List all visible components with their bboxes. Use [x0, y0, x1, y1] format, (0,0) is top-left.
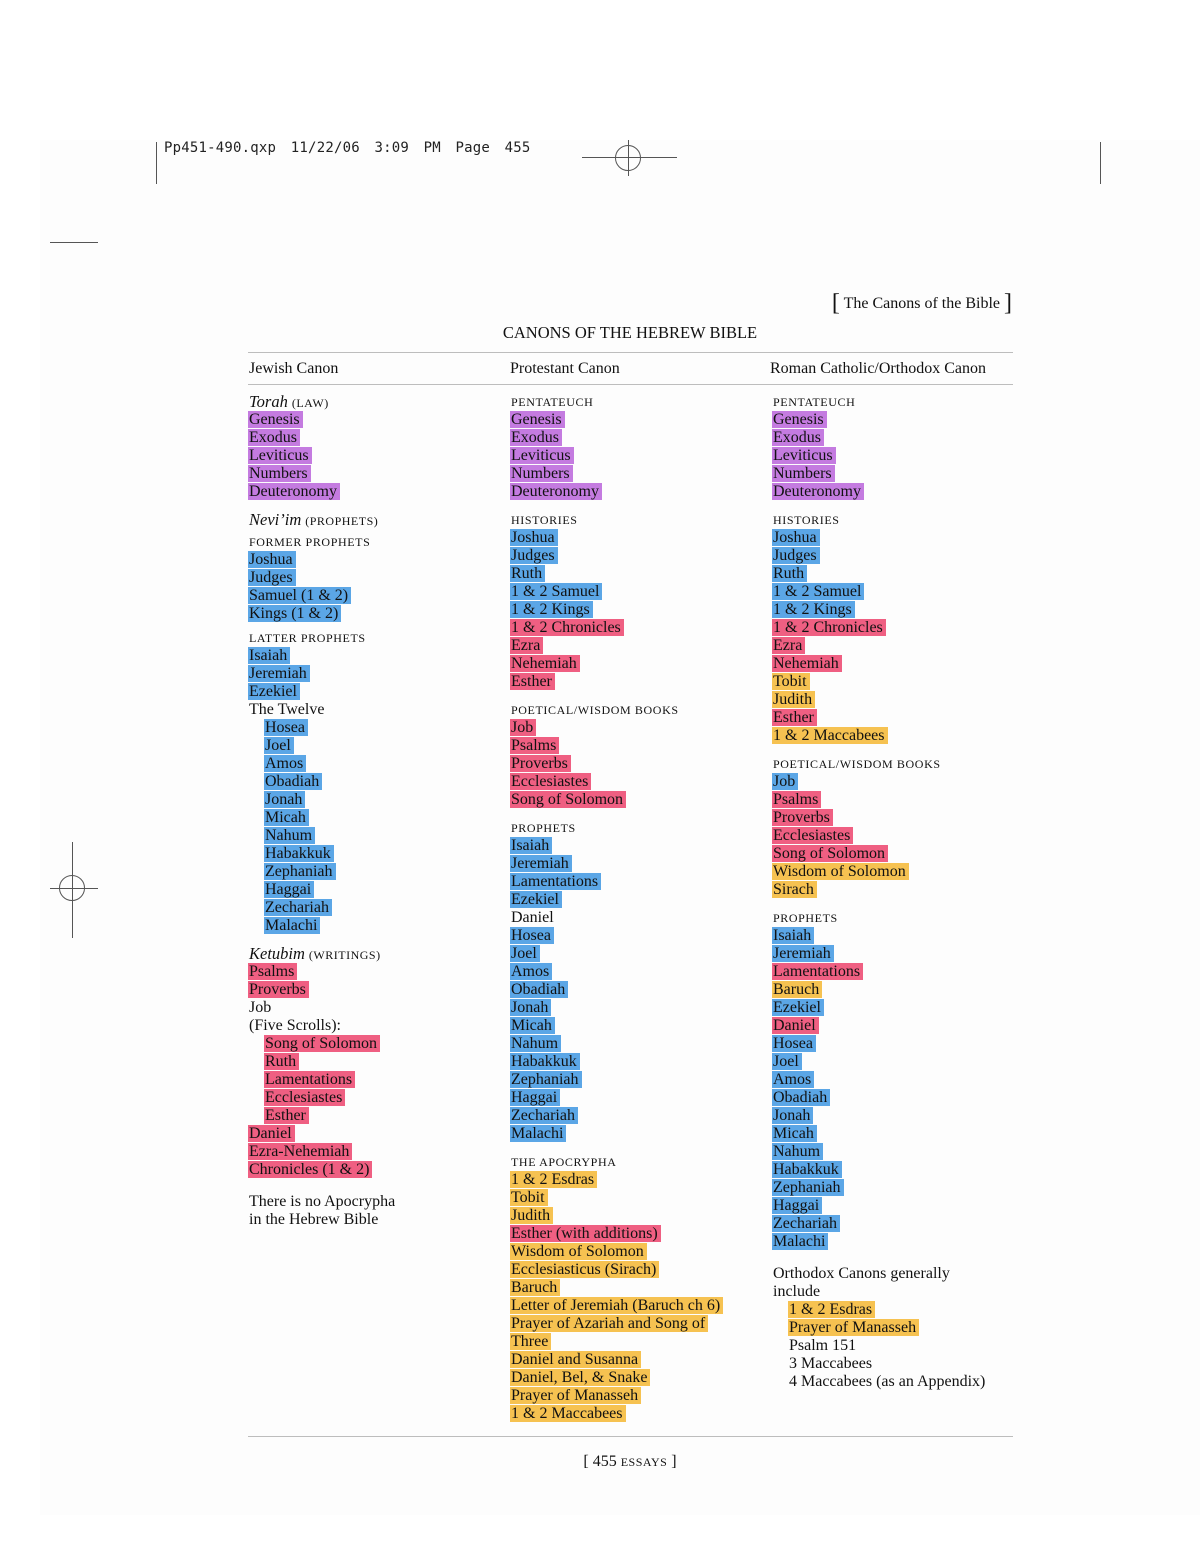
- orthodox-additions-list: [773, 1301, 1013, 1337]
- list-item: Amos: [773, 1071, 1013, 1089]
- list-item: Psalms: [249, 963, 499, 981]
- list-item: Proverbs: [773, 809, 1013, 827]
- list-item: Esther: [511, 673, 766, 691]
- list-item: Zechariah: [511, 1107, 766, 1125]
- list-item: Song of Solomon: [773, 845, 1013, 863]
- list-item: Joshua: [249, 551, 499, 569]
- jewish-canon-header: Jewish Canon: [249, 360, 339, 377]
- list-item: Judges: [511, 547, 766, 565]
- pentateuch-label: PENTATEUCH: [773, 395, 856, 409]
- former-prophets-list: [249, 551, 499, 623]
- table-title: CANONS OF THE HEBREW BIBLE: [502, 323, 758, 342]
- list-item: Esther: [265, 1107, 499, 1125]
- list-item: Kings (1 & 2): [249, 605, 499, 623]
- pentateuch-list: [511, 411, 766, 501]
- list-item: Ruth: [265, 1053, 499, 1071]
- list-item: Jeremiah: [249, 665, 499, 683]
- former-prophets-label: FORMER PROPHETS: [249, 535, 371, 549]
- pentateuch-label: PENTATEUCH: [511, 395, 594, 409]
- histories-writings-list: [511, 619, 766, 691]
- list-item: Genesis: [511, 411, 766, 429]
- list-item: 1 & 2 Kings: [773, 601, 1013, 619]
- list-item: Amos: [511, 963, 766, 981]
- list-item: Joel: [265, 737, 499, 755]
- list-item: Micah: [511, 1017, 766, 1035]
- list-item: Ezekiel: [773, 999, 1013, 1017]
- apocrypha-label: THE APOCRYPHA: [511, 1155, 617, 1169]
- list-item: Deuteronomy: [249, 483, 499, 501]
- list-item: Joshua: [511, 529, 766, 547]
- catholic-canon-header: Roman Catholic/Orthodox Canon: [770, 360, 986, 377]
- page-footer: [ 455 ESSAYS ]: [583, 1453, 677, 1470]
- list-item: Genesis: [773, 411, 1013, 429]
- list-item: Prayer of Manasseh: [511, 1387, 766, 1405]
- list-item: Ecclesiastes: [773, 827, 1013, 845]
- list-item: Job: [773, 773, 1013, 791]
- list-item: Malachi: [265, 917, 499, 935]
- list-item: Job: [511, 719, 766, 737]
- list-item: Ecclesiasticus (Sirach): [511, 1261, 766, 1279]
- list-item: Zephaniah: [511, 1071, 766, 1089]
- list-item: Psalm 151: [789, 1337, 857, 1354]
- histories-writings-list: [773, 619, 1013, 673]
- list-item: Ezekiel: [511, 891, 766, 909]
- list-item: Amos: [265, 755, 499, 773]
- running-head: [ The Canons of the Bible ]: [831, 290, 1012, 316]
- list-item: Malachi: [773, 1233, 1013, 1251]
- protestant-canon-header: Protestant Canon: [510, 360, 620, 377]
- list-item: Job: [249, 999, 272, 1016]
- list-item: Letter of Jeremiah (Baruch ch 6): [511, 1297, 766, 1315]
- list-item: Jeremiah: [773, 945, 1013, 963]
- list-item: Ezra: [511, 637, 766, 655]
- list-item: Micah: [265, 809, 499, 827]
- latter-prophets-list: [249, 647, 499, 701]
- list-item: Obadiah: [511, 981, 766, 999]
- list-item: Ezra-Nehemiah: [249, 1143, 499, 1161]
- torah-heading: Torah (LAW): [249, 392, 329, 411]
- list-item: Judges: [773, 547, 1013, 565]
- list-item: Sirach: [773, 881, 1013, 899]
- list-item: 1 & 2 Samuel: [773, 583, 1013, 601]
- list-item: Deuteronomy: [773, 483, 1013, 501]
- list-item: 1 & 2 Maccabees: [511, 1405, 766, 1423]
- list-item: 3 Maccabees: [789, 1355, 873, 1372]
- list-item: 1 & 2 Esdras: [789, 1301, 1013, 1319]
- the-twelve-list: [249, 719, 499, 935]
- histories-list: [773, 529, 1013, 619]
- list-item: Numbers: [249, 465, 499, 483]
- list-item: Jonah: [511, 999, 766, 1017]
- list-item: Tobit: [773, 673, 1013, 691]
- no-apocrypha-note: There is no Apocrypha in the Hebrew Bible: [249, 1193, 396, 1228]
- list-item: Isaiah: [249, 647, 499, 665]
- ketubim-heading: Ketubim (WRITINGS): [249, 944, 381, 963]
- protestant-canon-column: [511, 393, 766, 1423]
- latter-prophets-label: LATTER PROPHETS: [249, 631, 366, 645]
- minor-prophets-list: [511, 927, 766, 1143]
- top-rule: [248, 352, 1013, 353]
- list-item: Isaiah: [773, 927, 1013, 945]
- ketubim-rest-list: [249, 1125, 499, 1179]
- crop-mark-top-right: [1100, 142, 1101, 184]
- poetical-wisdom-label: POETICAL/WISDOM BOOKS: [511, 703, 679, 717]
- list-item: Malachi: [511, 1125, 766, 1143]
- list-item: Jonah: [773, 1107, 1013, 1125]
- list-item: Ecclesiastes: [511, 773, 766, 791]
- list-item: Judith: [773, 691, 1013, 709]
- list-item: Haggai: [511, 1089, 766, 1107]
- list-item: Haggai: [773, 1197, 1013, 1215]
- crop-mark-top-left: [156, 142, 157, 184]
- list-item: Wisdom of Solomon: [773, 863, 1013, 881]
- the-twelve-label: The Twelve: [249, 701, 325, 718]
- header-rule: [248, 384, 1013, 385]
- list-item: Habakkuk: [511, 1053, 766, 1071]
- list-item: Song of Solomon: [265, 1035, 499, 1053]
- list-item: Zephaniah: [773, 1179, 1013, 1197]
- list-item: Ruth: [773, 565, 1013, 583]
- list-item: Habakkuk: [773, 1161, 1013, 1179]
- list-item: Samuel (1 & 2): [249, 587, 499, 605]
- histories-list: [511, 529, 766, 619]
- list-item: Esther (with additions): [511, 1225, 766, 1243]
- five-scrolls-list: [249, 1035, 499, 1125]
- list-item: Nahum: [265, 827, 499, 845]
- list-item: Exodus: [773, 429, 1013, 447]
- list-item: Psalms: [511, 737, 766, 755]
- poetical-wisdom-label: POETICAL/WISDOM BOOKS: [773, 757, 941, 771]
- jewish-canon-column: [249, 393, 499, 1229]
- list-item: Hosea: [511, 927, 766, 945]
- list-item: 1 & 2 Esdras: [511, 1171, 766, 1189]
- list-item: Prayer of Azariah and Song of: [511, 1315, 766, 1333]
- list-item: Ezra: [773, 637, 1013, 655]
- list-item: Three: [511, 1333, 766, 1351]
- list-item: 1 & 2 Kings: [511, 601, 766, 619]
- list-item: Baruch: [511, 1279, 766, 1297]
- list-item: Habakkuk: [265, 845, 499, 863]
- prophets-label: PROPHETS: [773, 911, 838, 925]
- torah-list: [249, 411, 499, 501]
- list-item: 4 Maccabees (as an Appendix): [789, 1373, 986, 1390]
- neviim-heading: Nevi’im (PROPHETS): [249, 510, 379, 529]
- list-item: Numbers: [773, 465, 1013, 483]
- list-item: Ruth: [511, 565, 766, 583]
- list-item: Nehemiah: [773, 655, 1013, 673]
- list-item: Obadiah: [773, 1089, 1013, 1107]
- list-item: Ezekiel: [249, 683, 499, 701]
- poetical-list: [511, 719, 766, 809]
- list-item: Judith: [511, 1207, 766, 1225]
- list-item: Exodus: [511, 429, 766, 447]
- list-item: 1 & 2 Maccabees: [773, 727, 1013, 745]
- list-item: Prayer of Manasseh: [789, 1319, 1013, 1337]
- list-item: Joshua: [773, 529, 1013, 547]
- catholic-canon-column: [773, 393, 1013, 1391]
- list-item: Wisdom of Solomon: [511, 1243, 766, 1261]
- list-item: Lamentations: [773, 963, 1013, 981]
- list-item: Daniel and Susanna: [511, 1351, 766, 1369]
- orthodox-plain-list: [773, 1337, 1013, 1391]
- list-item: Jonah: [265, 791, 499, 809]
- list-item: Obadiah: [265, 773, 499, 791]
- list-item: Judges: [249, 569, 499, 587]
- list-item: Esther: [773, 709, 1013, 727]
- list-item: Deuteronomy: [511, 483, 766, 501]
- list-item: Tobit: [511, 1189, 766, 1207]
- print-slug: Pp451-490.qxp 11/22/06 3:09 PM Page 455: [164, 140, 531, 156]
- list-item: Joel: [511, 945, 766, 963]
- list-item: Nahum: [773, 1143, 1013, 1161]
- list-item: Leviticus: [773, 447, 1013, 465]
- list-item: Micah: [773, 1125, 1013, 1143]
- list-item: 1 & 2 Chronicles: [511, 619, 766, 637]
- list-item: Zephaniah: [265, 863, 499, 881]
- histories-label: HISTORIES: [511, 513, 578, 527]
- list-item: Ecclesiastes: [265, 1089, 499, 1107]
- list-item: 1 & 2 Samuel: [511, 583, 766, 601]
- bottom-rule: [248, 1436, 1013, 1437]
- list-item: Chronicles (1 & 2): [249, 1161, 499, 1179]
- list-item: Hosea: [265, 719, 499, 737]
- list-item: Haggai: [265, 881, 499, 899]
- minor-prophets-list: [773, 1035, 1013, 1251]
- list-item: Nehemiah: [511, 655, 766, 673]
- list-item: Genesis: [249, 411, 499, 429]
- list-item: 1 & 2 Chronicles: [773, 619, 1013, 637]
- list-item: Song of Solomon: [511, 791, 766, 809]
- list-item: Jeremiah: [511, 855, 766, 873]
- list-item: Zechariah: [265, 899, 499, 917]
- list-item: Proverbs: [511, 755, 766, 773]
- prophets-label: PROPHETS: [511, 821, 576, 835]
- list-item: Leviticus: [249, 447, 499, 465]
- apocrypha-list-rest: [511, 1243, 766, 1423]
- prophets-list: [511, 837, 766, 909]
- list-item: Proverbs: [249, 981, 499, 999]
- list-item: Leviticus: [511, 447, 766, 465]
- list-item: Numbers: [511, 465, 766, 483]
- list-item: Lamentations: [265, 1071, 499, 1089]
- poetical-list: [773, 791, 1013, 863]
- list-item: Isaiah: [511, 837, 766, 855]
- list-item: Daniel: [249, 1125, 499, 1143]
- list-item: Exodus: [249, 429, 499, 447]
- list-item: Nahum: [511, 1035, 766, 1053]
- list-item: Joel: [773, 1053, 1013, 1071]
- orthodox-note: Orthodox Canons generally include: [773, 1265, 950, 1300]
- list-item: Daniel, Bel, & Snake: [511, 1369, 766, 1387]
- list-item: Baruch: [773, 981, 1013, 999]
- list-item: Daniel: [511, 909, 554, 926]
- list-item: Psalms: [773, 791, 1013, 809]
- list-item: Hosea: [773, 1035, 1013, 1053]
- crop-mark-left: [50, 242, 98, 243]
- five-scrolls-label: (Five Scrolls):: [249, 1017, 341, 1034]
- histories-label: HISTORIES: [773, 513, 840, 527]
- list-item: Lamentations: [511, 873, 766, 891]
- list-item: Daniel: [773, 1017, 1013, 1035]
- list-item: Zechariah: [773, 1215, 1013, 1233]
- apocrypha-list: [511, 1171, 766, 1225]
- pentateuch-list: [773, 411, 1013, 501]
